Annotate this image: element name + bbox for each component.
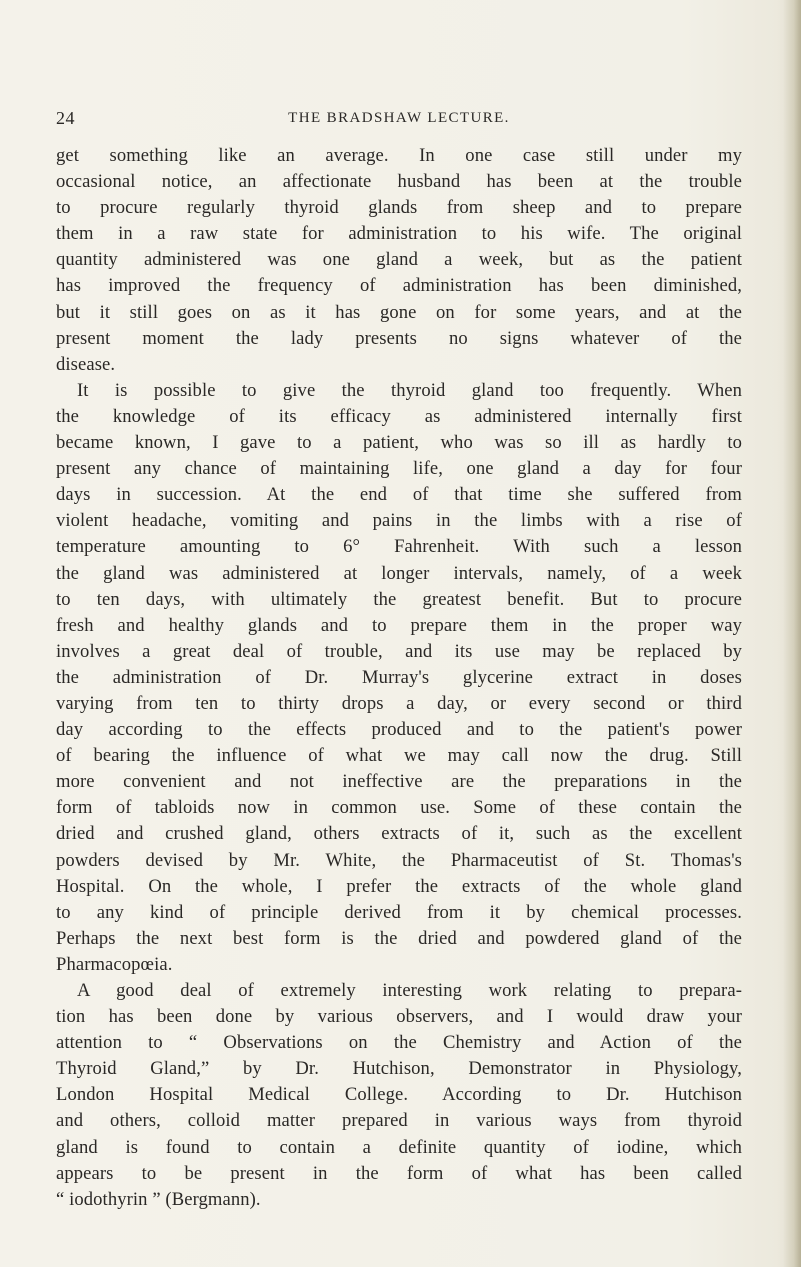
text-line: “ iodothyrin ” (Bergmann). xyxy=(56,1188,261,1210)
text-line: tion has been done by various observers, and I would draw your xyxy=(56,1006,742,1028)
text-line: present any chance of maintaining life, one gland a day for four xyxy=(56,458,742,480)
text-line: London Hospital Medical College. According to Dr. Hutchison xyxy=(56,1084,742,1106)
text-line: day according to the effects produced and to the patient's power xyxy=(56,719,742,741)
text-line: Perhaps the next best form is the dried and powdered gland of the xyxy=(56,927,742,949)
text-line: attention to “ Observations on the Chemistry and Action of the xyxy=(56,1032,742,1054)
text-line: involves a great deal of trouble, and its use may be replaced by xyxy=(56,640,742,662)
text-line: powders devised by Mr. White, the Pharmaceutist of St. Thomas's xyxy=(56,849,742,871)
text-line: but it still goes on as it has gone on for some years, and at the xyxy=(56,301,742,323)
text-line: days in succession. At the end of that time she suffered from xyxy=(56,484,742,506)
text-line: present moment the lady presents no signs whatever of the xyxy=(56,327,742,349)
text-line: It is possible to give the thyroid gland too frequently. When xyxy=(77,379,742,401)
text-line: dried and crushed gland, others extracts of it, such as the excellent xyxy=(56,823,742,845)
text-line: quantity administered was one gland a week, but as the patient xyxy=(56,249,742,271)
text-line: became known, I gave to a patient, who was so ill as hardly to xyxy=(56,432,742,454)
page-header xyxy=(56,107,742,131)
text-line: them in a raw state for administration to his wife. The original xyxy=(56,223,742,245)
text-line: varying from ten to thirty drops a day, or every second or third xyxy=(56,692,742,714)
page-number: 24 xyxy=(56,108,75,128)
text-line: of bearing the influence of what we may call now the drug. Still xyxy=(56,745,742,767)
text-line: Thyroid Gland,” by Dr. Hutchison, Demonstrator in Physiology, xyxy=(56,1058,742,1080)
text-line: form of tabloids now in common use. Some of these contain the xyxy=(56,797,742,819)
body-text xyxy=(56,143,742,1213)
text-line: Hospital. On the whole, I prefer the extracts of the whole gland xyxy=(56,875,742,897)
text-line: to ten days, with ultimately the greatest benefit. But to procure xyxy=(56,588,742,610)
text-line: Pharmacopœia. xyxy=(56,953,173,975)
text-line: occasional notice, an affectionate husband has been at the trouble xyxy=(56,171,742,193)
text-line: the administration of Dr. Murray's glycerine extract in doses xyxy=(56,666,742,688)
text-line: to any kind of principle derived from it by chemical processes. xyxy=(56,901,742,923)
text-line: has improved the frequency of administration has been diminished, xyxy=(56,275,742,297)
text-line: temperature amounting to 6° Fahrenheit. With such a lesson xyxy=(56,536,742,558)
text-line: gland is found to contain a definite quantity of iodine, which xyxy=(56,1136,742,1158)
running-head: THE BRADSHAW LECTURE. xyxy=(288,110,510,126)
text-line: to procure regularly thyroid glands from sheep and to prepare xyxy=(56,197,742,219)
text-line: disease. xyxy=(56,353,116,375)
text-line: and others, colloid matter prepared in various ways from thyroid xyxy=(56,1110,742,1132)
page-edge-shadow xyxy=(783,0,801,1267)
text-line: the gland was administered at longer intervals, namely, of a week xyxy=(56,562,742,584)
text-line: appears to be present in the form of what has been called xyxy=(56,1162,742,1184)
text-line: A good deal of extremely interesting work relating to prepara- xyxy=(77,980,742,1001)
text-line: get something like an average. In one case still under my xyxy=(56,145,742,166)
text-line: more convenient and not ineffective are the preparations in the xyxy=(56,771,742,793)
text-line: the knowledge of its efficacy as administered internally first xyxy=(56,405,742,427)
text-line: violent headache, vomiting and pains in the limbs with a rise of xyxy=(56,510,742,532)
text-line: fresh and healthy glands and to prepare them in the proper way xyxy=(56,614,742,636)
